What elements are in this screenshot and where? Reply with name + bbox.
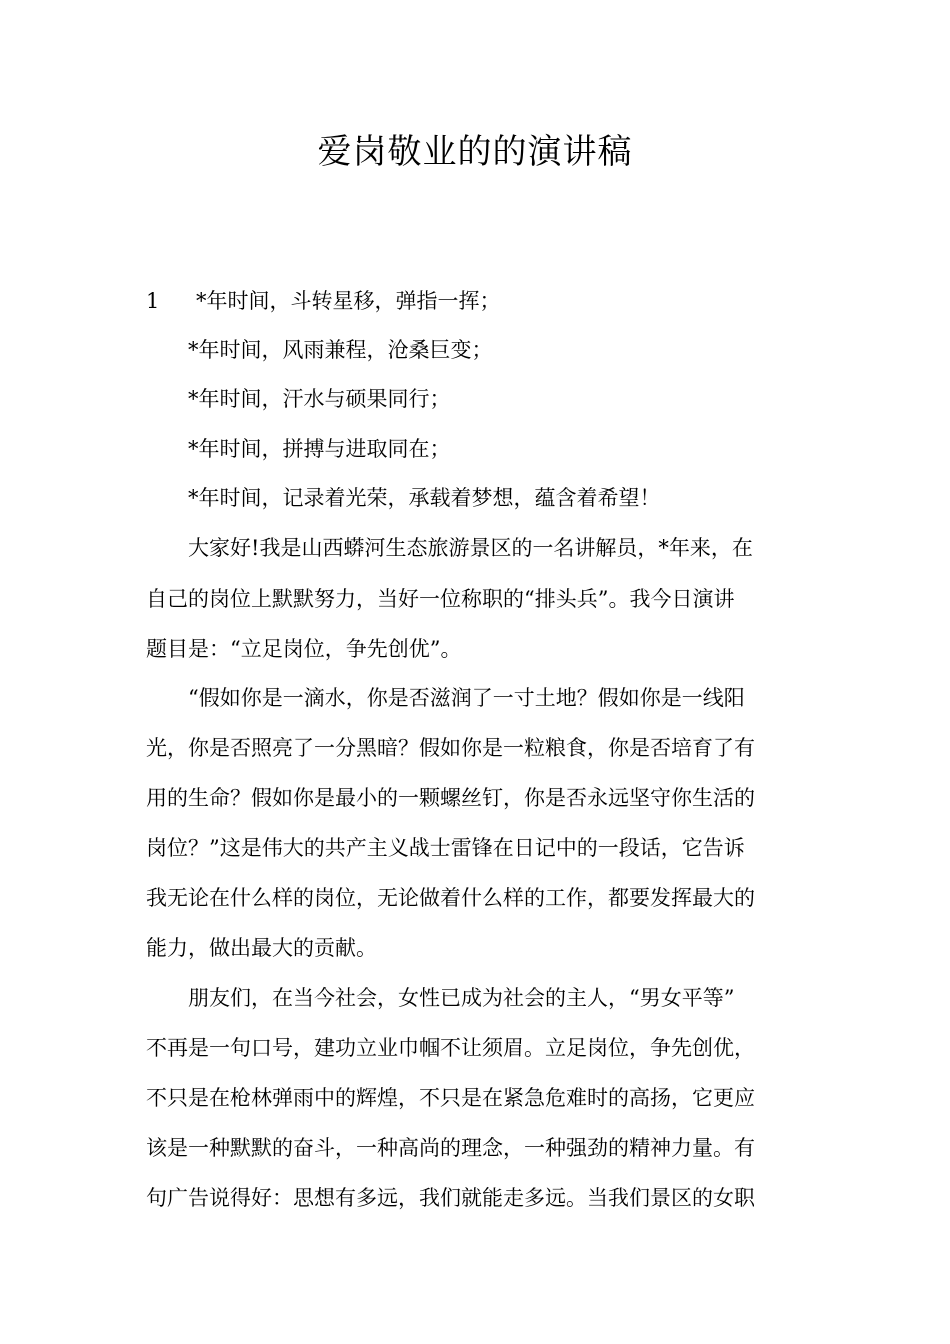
paragraph2-line-4: 岗位？”这是伟大的共产主义战士雷锋在日记中的一段话，它告诉: [146, 836, 745, 860]
document-title: 爱岗敬业的的演讲稿: [317, 132, 633, 172]
poem-line-1: *年时间，斗转星移，弹指一挥；: [196, 289, 501, 313]
paragraph3-line-3: 不只是在枪林弹雨中的辉煌，不只是在紧急危难时的高扬，它更应: [146, 1086, 755, 1110]
paragraph3-line-2: 不再是一句口号，建功立业巾帼不让须眉。立足岗位，争先创优，: [146, 1036, 755, 1060]
paragraph1-line-3: 题目是：“立足岗位，争先创优”。: [146, 637, 462, 661]
paragraph3-line-1: 朋友们，在当今社会，女性已成为社会的主人，“男女平等”: [188, 986, 735, 1010]
list-marker: 1: [146, 289, 160, 313]
paragraph3-line-4: 该是一种默默的奋斗，一种高尚的理念，一种强劲的精神力量。有: [146, 1136, 755, 1160]
paragraph2-line-2: 光，你是否照亮了一分黑暗？假如你是一粒粮食，你是否培育了有: [146, 736, 755, 760]
paragraph2-line-6: 能力，做出最大的贡献。: [146, 936, 377, 960]
poem-line-5: *年时间，记录着光荣，承载着梦想，蕴含着希望！: [188, 486, 661, 510]
poem-line-4: *年时间，拼搏与进取同在；: [188, 437, 451, 461]
paragraph2-line-3: 用的生命？假如你是最小的一颗螺丝钉，你是否永远坚守你生活的: [146, 786, 755, 810]
paragraph3-line-5: 句广告说得好：思想有多远，我们就能走多远。当我们景区的女职: [146, 1186, 755, 1210]
paragraph2-line-1: “假如你是一滴水，你是否滋润了一寸土地？假如你是一线阳: [188, 686, 745, 710]
poem-line-3: *年时间，汗水与硕果同行；: [188, 387, 451, 411]
paragraph1-line-1: 大家好!我是山西蟒河生态旅游景区的一名讲解员，*年来，在: [188, 536, 753, 560]
paragraph1-line-2: 自己的岗位上默默努力，当好一位称职的“排头兵”。我今日演讲: [146, 587, 735, 611]
poem-line-2: *年时间，风雨兼程，沧桑巨变；: [188, 338, 493, 362]
paragraph2-line-5: 我无论在什么样的岗位，无论做着什么样的工作，都要发挥最大的: [146, 886, 755, 910]
